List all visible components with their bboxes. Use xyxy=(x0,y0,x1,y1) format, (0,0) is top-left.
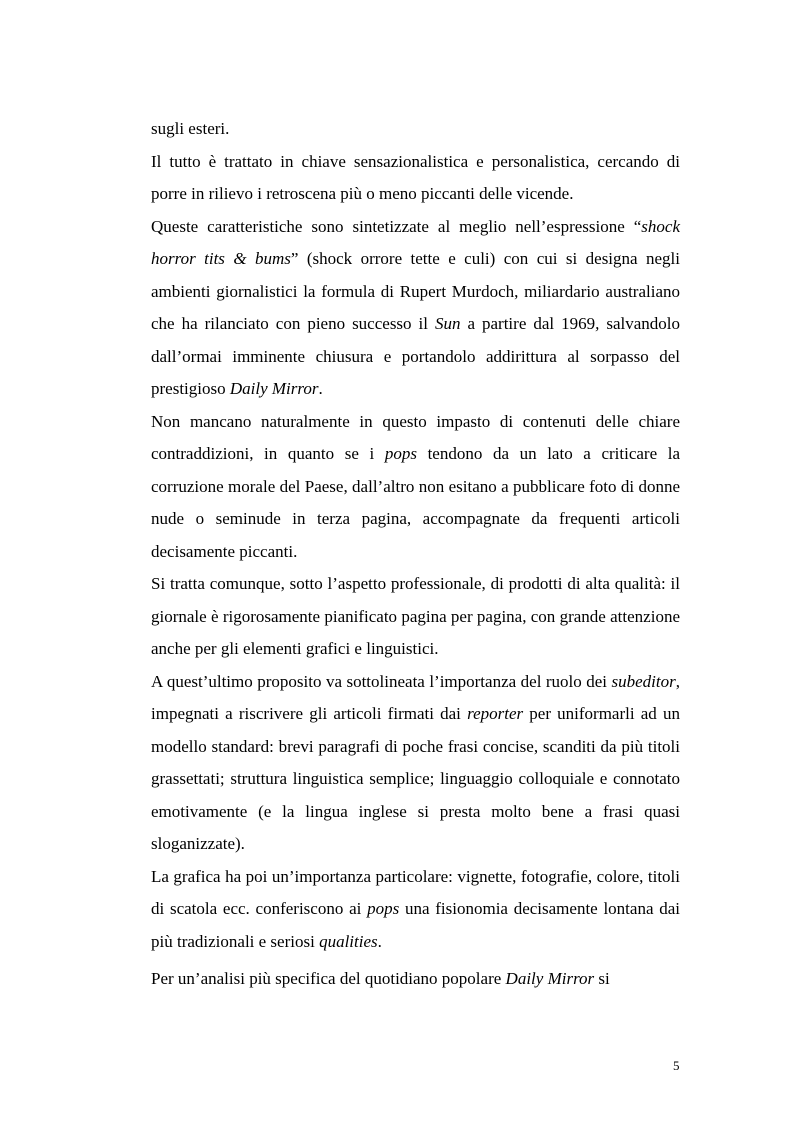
italic-newspaper-name: Sun xyxy=(434,314,461,333)
text-run: Per un’analisi più specifica del quotidiano popolare xyxy=(151,969,506,988)
paragraph xyxy=(151,211,680,406)
text-run: A quest’ultimo proposito va sottolineata l’importanza del ruolo dei xyxy=(151,671,612,691)
text-run: Si tratta comunque, sotto l’aspetto professionale, di prodotti di alta qualità: il giornale è rigorosamente pianificato pagina per pagina, con grande attenzione anche per gli elementi grafici e linguistici. xyxy=(151,574,680,658)
text-run: . xyxy=(377,931,382,951)
italic-newspaper-name: Daily Mirror xyxy=(229,379,319,398)
text-run: La grafica ha poi un’importanza particolare: vignette, fotografie, colore, titoli di scatola ecc. conferiscono ai xyxy=(151,866,680,918)
text-run: Il tutto è trattato in chiave sensazionalistica e personalistica, cercando di porre in rilievo i retroscena più o meno piccanti delle vicende. xyxy=(151,151,680,203)
paragraph xyxy=(151,568,680,666)
text-run: sugli esteri. xyxy=(151,119,230,138)
text-run: a partire dal 1969 xyxy=(460,314,596,333)
document-body xyxy=(151,113,680,996)
italic-phrase: shock horror tits & bums xyxy=(151,216,680,268)
italic-term: reporter xyxy=(467,704,524,723)
paragraph xyxy=(151,146,680,211)
italic-term: subeditor xyxy=(611,671,676,691)
page-number: 5 xyxy=(673,1058,680,1073)
paragraph xyxy=(151,406,680,569)
italic-comma: , xyxy=(595,314,600,333)
text-run: si xyxy=(594,969,610,988)
paragraph xyxy=(151,963,680,996)
italic-term: pops xyxy=(384,444,417,463)
paragraph xyxy=(151,113,680,146)
text-run: per uniformarli ad un modello standard: brevi paragrafi di poche frasi concise, scanditi da più titoli grassettati; struttura linguistica semplice; linguaggio colloquiale e connotato emotivamente (e la lingua inglese si presta molto bene a frasi quasi sloganizzate). xyxy=(151,704,680,853)
text-run: , impegnati a riscrivere gli articoli firmati dai xyxy=(151,671,680,723)
italic-term: pops xyxy=(367,899,400,918)
paragraph xyxy=(151,666,680,861)
text-run: Queste caratteristiche sono sintetizzate al meglio nell’espressione “ xyxy=(151,216,642,236)
text-run: una fisionomia decisamente lontana dai più tradizionali e seriosi xyxy=(151,899,681,951)
text-run: tendono da un lato a criticare la corruzione morale del Paese, dall’altro non esitano a pubblicare foto di donne nude o seminude in terza pagina, accompagnate da frequenti articoli decisamente piccanti. xyxy=(151,444,680,561)
text-run: Non mancano naturalmente in questo impasto di contenuti delle chiare contraddizioni, in quanto se i xyxy=(151,411,680,463)
italic-term: qualities xyxy=(319,931,378,951)
text-run: . xyxy=(318,379,323,398)
paragraph xyxy=(151,861,680,959)
text-run: salvandolo dall’ormai imminente chiusura e portandolo addirittura al sorpasso del prestigioso xyxy=(151,314,680,398)
text-run: ” (shock orrore tette e culi) con cui si designa negli ambienti giornalistici la formula di Rupert Murdoch, miliardario australiano che ha rilanciato con pieno successo il xyxy=(151,249,680,333)
italic-newspaper-name: Daily Mirror xyxy=(505,969,595,988)
